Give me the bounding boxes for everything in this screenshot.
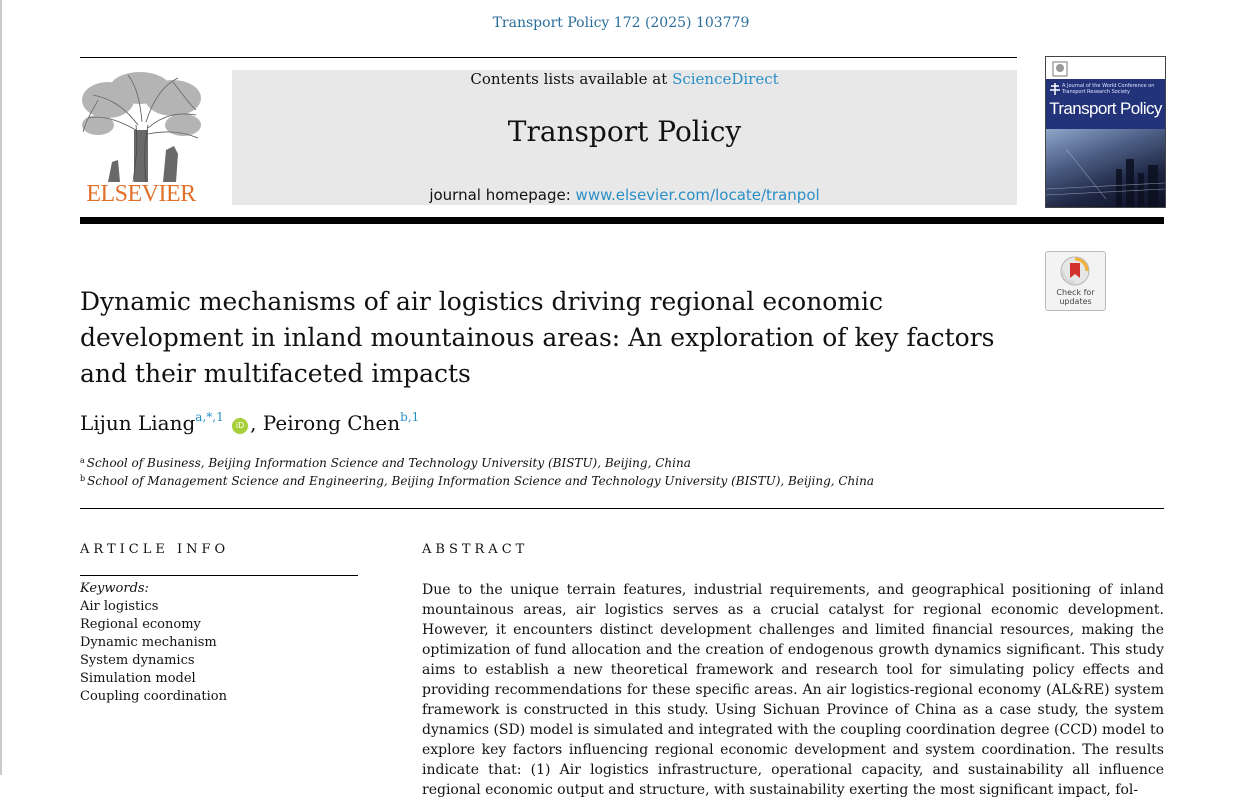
- journal-citation[interactable]: Transport Policy 172 (2025) 103779: [492, 15, 750, 31]
- orcid-icon[interactable]: iD: [232, 418, 248, 434]
- author-separator: ,: [250, 411, 257, 435]
- article-info-rule: [80, 575, 358, 576]
- author-name[interactable]: Peirong Chen: [262, 411, 401, 435]
- homepage-line: [232, 186, 1017, 204]
- header-thick-rule: [80, 217, 1164, 224]
- keywords-label: Keywords:: [80, 581, 149, 596]
- affiliation-text: School of Management Science and Engineering, Beijing Information Science and Technology University (BISTU), Beijing, China: [87, 474, 875, 488]
- elsevier-tree-icon: [78, 70, 204, 182]
- keyword-item: Simulation model: [80, 671, 196, 686]
- section-divider: [80, 508, 1164, 509]
- author-list: [80, 410, 419, 435]
- journal-banner: [232, 70, 1017, 205]
- keyword-item: Air logistics: [80, 599, 159, 614]
- homepage-prefix: journal homepage:: [429, 186, 571, 204]
- article-info-heading: ARTICLE INFO: [80, 542, 230, 557]
- keyword-item: Dynamic mechanism: [80, 635, 217, 650]
- elsevier-mini-logo-icon: [1052, 61, 1068, 77]
- cover-top-strip: [1046, 57, 1165, 79]
- contents-prefix: Contents lists available at: [470, 70, 668, 88]
- wctrs-logo-icon: [1050, 83, 1060, 95]
- elsevier-logo[interactable]: [78, 70, 204, 210]
- keyword-item: Regional economy: [80, 617, 201, 632]
- cover-subtitle: A Journal of the World Conference on Transport Research Society: [1062, 83, 1155, 95]
- contents-line: [232, 70, 1017, 88]
- check-label-line2: updates: [1059, 297, 1092, 306]
- abstract-heading: ABSTRACT: [422, 542, 529, 557]
- affiliation-a: [80, 456, 691, 470]
- check-for-updates-badge[interactable]: [1045, 251, 1106, 311]
- elsevier-wordmark: ELSEVIER: [86, 181, 196, 207]
- homepage-link[interactable]: www.elsevier.com/locate/tranpol: [575, 186, 820, 204]
- page-left-border: [0, 0, 2, 775]
- bookmark-ribbon-icon: [1060, 256, 1090, 286]
- affiliation-b: [80, 474, 874, 488]
- journal-cover[interactable]: [1045, 56, 1166, 208]
- article-title: Dynamic mechanisms of air logistics driving regional economic development in inland mountainous areas: An exploration of key factors and their multifaceted impacts: [80, 287, 995, 388]
- author-name[interactable]: Lijun Liang: [80, 411, 196, 435]
- keyword-item: System dynamics: [80, 653, 195, 668]
- affiliation-text: School of Business, Beijing Information Science and Technology University (BISTU), Beijing, China: [86, 456, 691, 470]
- abstract-text: Due to the unique terrain features, industrial requirements, and geographical positioning of inland mountainous areas, air logistics serves as a crucial catalyst for regional economic development. However, it encounters distinct development challenges and limited financial resources, making the optimization of fund allocation and the creation of endogenous growth dynamics significant. This study aims to establish a new theoretical framework and research tool for simulating policy effects and providing recommendations for these specific areas. An air logistics-regional economy (AL&RE) system framework is constructed in this study. Using Sichuan Province of China as a case study, the system dynamics (SD) model is simulated and integrated with the coupling coordination degree (CCD) model to explore key factors influencing regional economic development and system coordination. The results indicate that: (1) Air logistics infrastructure, operational capacity, and sustainability all influence regional economic output and structure, with sustainability exerting the most significant impact, fol-: [422, 582, 1164, 798]
- affiliation-mark: b: [80, 474, 86, 483]
- sciencedirect-link[interactable]: ScienceDirect: [672, 70, 779, 88]
- author-affiliation-marks[interactable]: a,*,1: [195, 410, 224, 424]
- check-label-line1: Check for: [1056, 288, 1095, 297]
- cover-photo: [1046, 129, 1165, 207]
- city-skyline-icon: [1046, 129, 1165, 207]
- header-rule: [80, 57, 1017, 58]
- keywords-block: [80, 580, 358, 706]
- check-for-updates-label: [1046, 288, 1105, 306]
- keyword-item: Coupling coordination: [80, 689, 227, 704]
- affiliation-mark: a: [80, 456, 85, 465]
- journal-title: Transport Policy: [507, 115, 742, 148]
- cover-journal-title: Transport Policy: [1049, 99, 1162, 118]
- author-affiliation-marks[interactable]: b,1: [400, 410, 420, 424]
